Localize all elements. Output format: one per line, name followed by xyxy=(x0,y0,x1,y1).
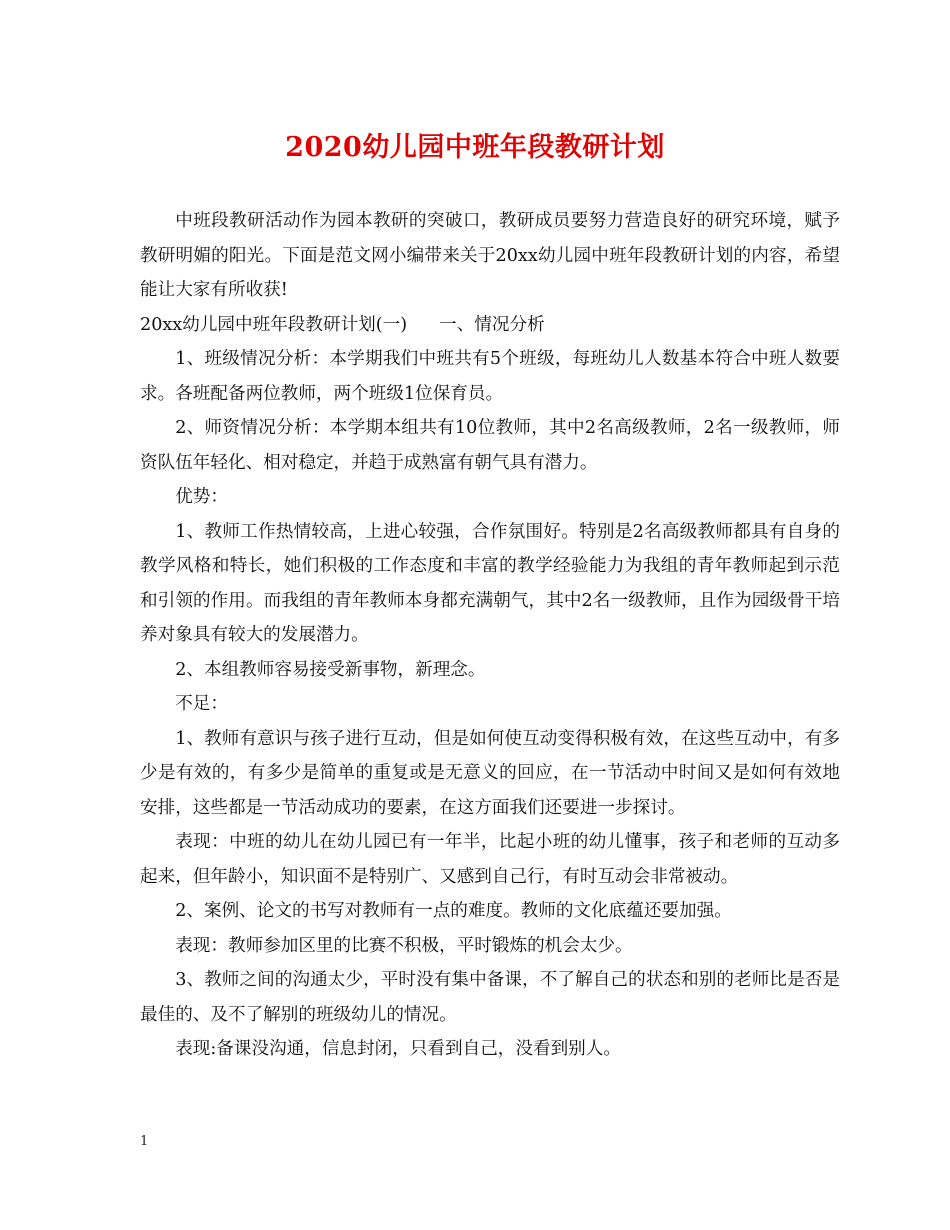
document-title: 2020幼儿园中班年段教研计划 xyxy=(285,132,665,163)
shortcoming-item-3-performance: 表现:备课没沟通，信息封闭，只看到自己，没看到别人。 xyxy=(175,1039,621,1059)
page-number: 1 xyxy=(140,1134,149,1149)
teacher-analysis-paragraph: 2、师资情况分析：本学期本组共有10位教师，其中2名高级教师，2名一级教师，师资队伍年轻化、相对稳定，并趋于成熟富有朝气具有潜力。 xyxy=(140,418,840,473)
section-heading: 一、情况分析 xyxy=(439,314,545,335)
document-body xyxy=(140,204,840,1067)
shortcoming-item-3: 3、教师之间的沟通太少，平时没有集中备课，不了解自己的状态和别的老师比是否是最佳的、及不了解别的班级幼儿的情况。 xyxy=(140,970,840,1025)
shortcoming-item-1: 1、教师有意识与孩子进行互动，但是如何使互动变得积极有效，在这些互动中，有多少是有效的，有多少是简单的重复或是无意义的回应，在一节活动中时间又是如何有效地安排，这些都是一节活动成功的要素，在这方面我们还要进一步探讨。 xyxy=(140,728,840,818)
shortcoming-item-2-performance: 表现：教师参加区里的比赛不积极，平时锻炼的机会太少。 xyxy=(175,935,633,956)
shortcoming-item-2: 2、案例、论文的书写对教师有一点的难度。教师的文化底蕴还要加强。 xyxy=(175,901,732,921)
advantages-label: 优势： xyxy=(175,487,228,507)
intro-paragraph: 中班段教研活动作为园本教研的突破口，教研成员要努力营造良好的研究环境，赋予教研明媚的阳光。下面是范文网小编带来关于20xx幼儿园中班年段教研计划的内容，希望能让大家有所收获! xyxy=(140,211,840,300)
shortcomings-label: 不足： xyxy=(175,694,228,714)
advantage-item-2: 2、本组教师容易接受新事物，新理念。 xyxy=(175,659,486,680)
plan-heading-line xyxy=(140,308,840,343)
plan-label: 20xx幼儿园中班年段教研计划(一) xyxy=(140,314,408,335)
advantage-item-1: 1、教师工作热情较高，上进心较强，合作氛围好。特别是2名高级教师都具有自身的教学风格和特长，她们积极的工作态度和丰富的教学经验能力为我组的青年教师起到示范和引领的作用。而我组的青年教师本身都充满朝气，其中2名一级教师，且作为园级骨干培养对象具有较大的发展潜力。 xyxy=(140,521,840,645)
class-analysis-paragraph: 1、班级情况分析：本学期我们中班共有5个班级，每班幼儿人数基本符合中班人数要求。各班配备两位教师，两个班级1位保育员。 xyxy=(140,349,840,404)
shortcoming-item-1-performance: 表现：中班的幼儿在幼儿园已有一年半，比起小班的幼儿懂事，孩子和老师的互动多起来，但年龄小，知识面不是特别广、又感到自己行，有时互动会非常被动。 xyxy=(140,832,840,887)
